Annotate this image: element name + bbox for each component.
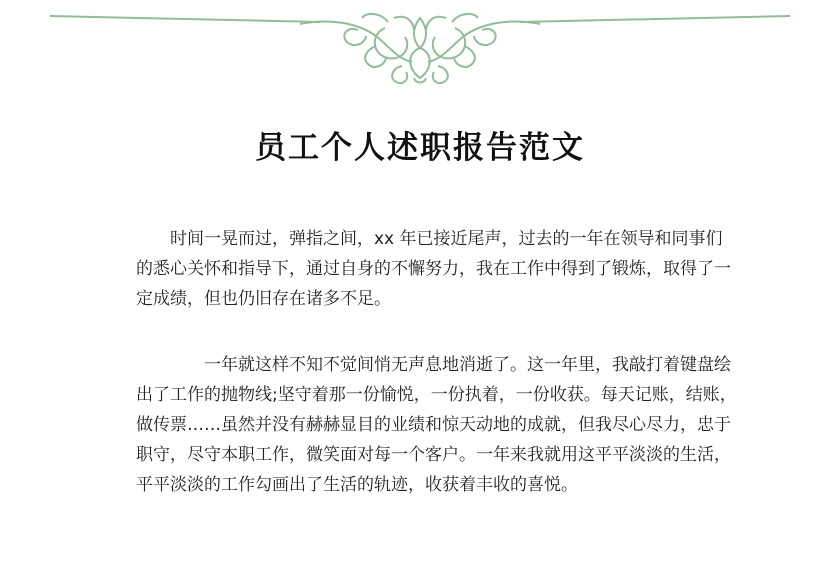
- paragraph-line: 时间一晃而过，弹指之间，xx 年已接近尾声，过去的一年在领导和同事们: [170, 229, 723, 249]
- decorative-scroll-ornament-icon: [40, 0, 800, 100]
- paragraph-line: 一年就这样不知不觉间悄无声息地消逝了。这一年里，我敲打着键盘绘: [204, 355, 731, 375]
- paragraph-line: 的悉心关怀和指导下，通过自身的不懈努力，我在工作中得到了锻炼，取得了一: [136, 259, 731, 279]
- paragraph-line: 出了工作的抛物线;坚守着那一份愉悦，一份执着，一份收获。每天记账，结账，: [136, 385, 737, 405]
- paragraph-1: [136, 224, 731, 314]
- paragraph-line: 定成绩，但也仍旧存在诸多不足。: [136, 289, 391, 309]
- paragraph-2: [136, 350, 737, 500]
- page-title: 员工个人述职报告范文: [255, 130, 585, 166]
- paragraph-line: 平平淡淡的工作勾画出了生活的轨迹，收获着丰收的喜悦。: [136, 475, 578, 495]
- paragraph-line: 职守，尽守本职工作，微笑面对每一个客户。一年来我就用这平平淡淡的生活，: [136, 445, 731, 465]
- paragraph-line: 做传票……虽然并没有赫赫显目的业绩和惊天动地的成就，但我尽心尽力，忠于: [136, 415, 731, 435]
